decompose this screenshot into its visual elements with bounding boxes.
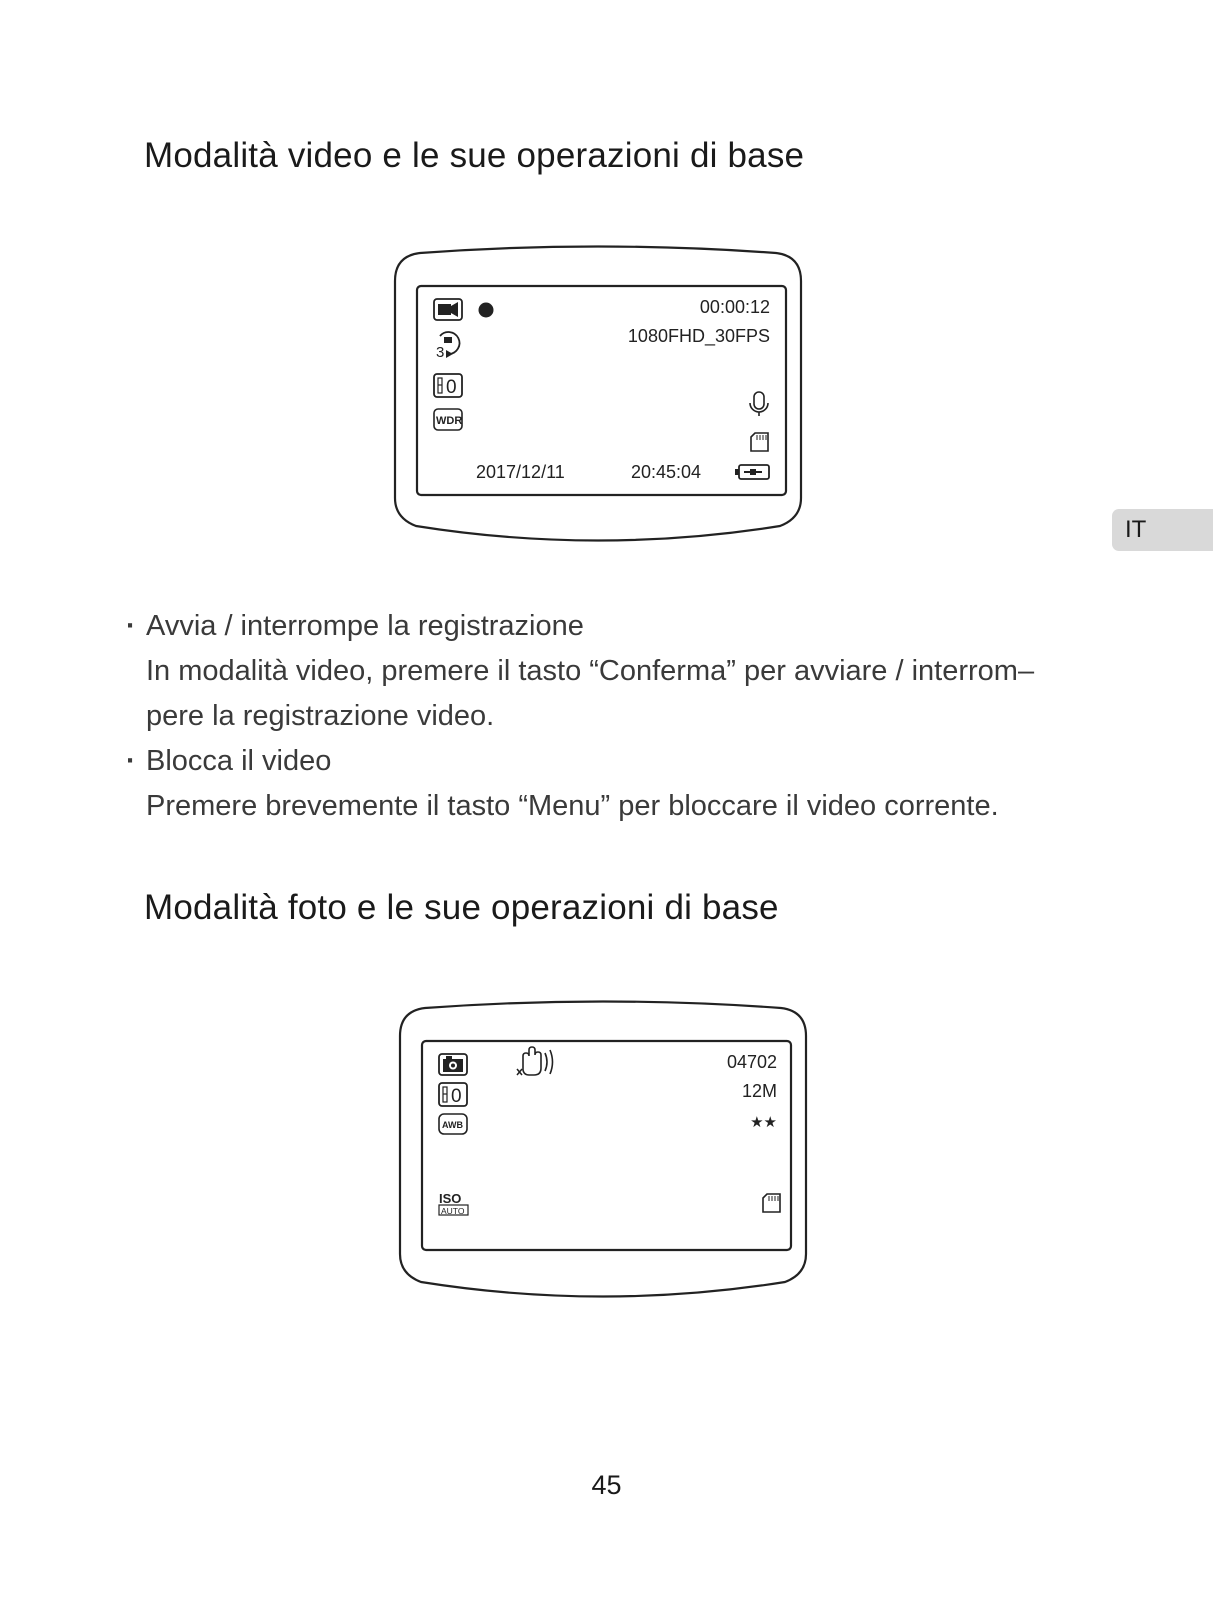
exposure-icon [434, 374, 462, 398]
battery-icon [735, 465, 769, 479]
loop-recording-icon [436, 332, 459, 361]
awb-icon [439, 1114, 467, 1134]
language-tab[interactable]: IT [1112, 509, 1213, 551]
instruction-heading-lock: · Blocca il video [126, 739, 1086, 784]
recording-date: 2017/12/11 [476, 462, 565, 482]
photo-device-outline [400, 1002, 806, 1297]
video-camera-icon [434, 299, 462, 320]
camera-icon [439, 1054, 467, 1075]
photo-resolution: 12M [741, 1081, 777, 1101]
svg-text:ISO: ISO [439, 1191, 462, 1206]
quality-stars-icon: ★★ [750, 1114, 777, 1131]
sd-card-icon [751, 433, 768, 451]
video-device-outline [395, 247, 801, 541]
svg-text:AUTO: AUTO [441, 1206, 465, 1216]
microphone-icon [750, 392, 768, 416]
iso-icon [439, 1191, 468, 1216]
video-resolution: 1080FHD_30FPS [627, 326, 770, 346]
elapsed-time: 00:00:12 [699, 297, 770, 317]
instruction-line: In modalità video, premere il tasto “Conferma” per avviare / interrom– [146, 655, 1035, 687]
anti-shake-icon [517, 1047, 553, 1075]
photo-section-title: Modalità foto e le sue operazioni di base [144, 888, 779, 927]
svg-text:0: 0 [446, 377, 457, 398]
svg-text:0: 0 [451, 1086, 462, 1107]
photo-exposure-icon [439, 1083, 467, 1107]
video-section-title: Modalità video e le sue operazioni di base [144, 136, 805, 175]
page-number: 45 [591, 1470, 622, 1500]
instruction-line: pere la registrazione video. [146, 700, 495, 732]
svg-text:AWB: AWB [442, 1120, 463, 1130]
photo-counter: 04702 [726, 1052, 777, 1072]
recording-clock: 20:45:04 [631, 462, 702, 482]
instruction-heading-record: · Avvia / interrompe la registrazione [126, 604, 1086, 649]
record-dot-icon [479, 303, 494, 318]
wdr-icon [434, 409, 462, 430]
photo-sd-card-icon [763, 1194, 780, 1212]
svg-text:WDR: WDR [436, 415, 463, 427]
instruction-line: Premere brevemente il tasto “Menu” per bloccare il video corrente. [146, 790, 999, 822]
svg-text:3: 3 [436, 344, 445, 361]
instructions-block [126, 604, 1086, 829]
